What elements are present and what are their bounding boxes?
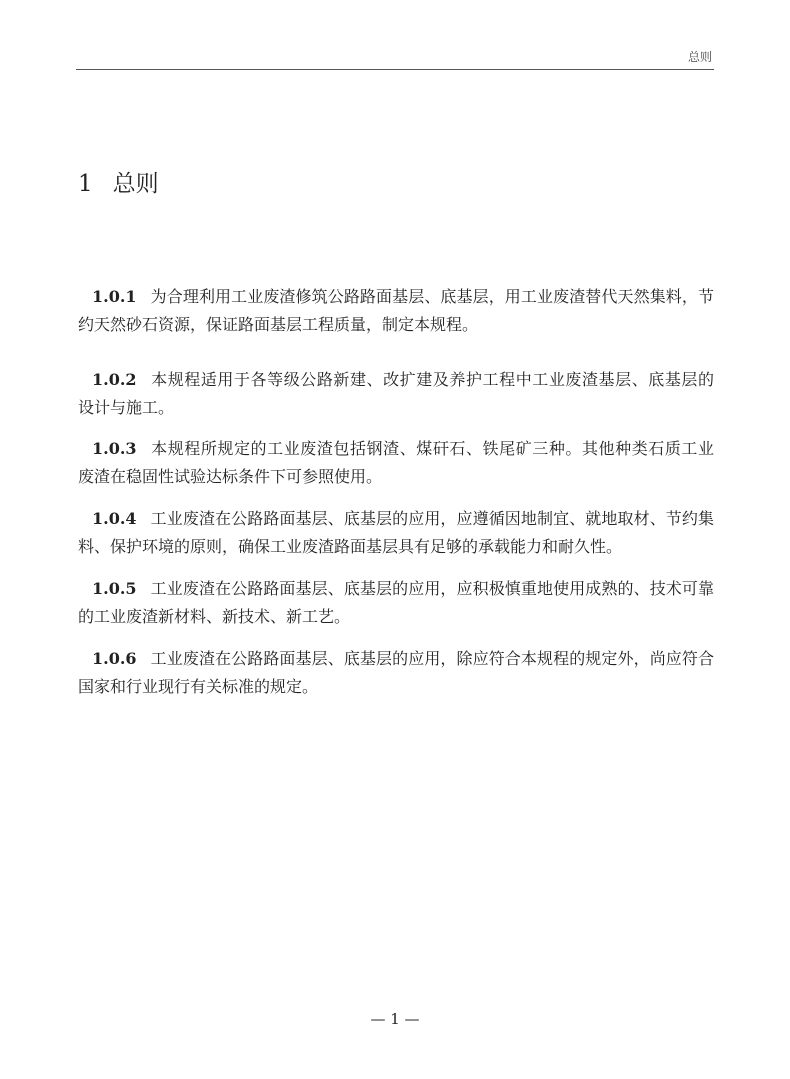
clause-number: 1.0.6 <box>92 649 137 668</box>
clause-text-cont: 国家和行业现行有关标准的规定。 <box>78 677 319 696</box>
clause-text: 本规程所规定的工业废渣包括钢渣、煤矸石、铁尾矿三种。其他种类石质工业 <box>150 439 714 458</box>
clause-text-cont: 料、保护环境的原则，确保工业废渣路面基层具有足够的承载能力和耐久性。 <box>78 537 623 556</box>
chapter-title <box>78 165 159 198</box>
clause-text-cont: 的工业废渣新材料、新技术、新工艺。 <box>78 607 351 626</box>
clause-1-0-3 <box>78 435 714 491</box>
clause-text-cont: 设计与施工。 <box>78 398 175 417</box>
clause-number: 1.0.5 <box>92 579 137 598</box>
chapter-number: 1 <box>78 171 93 197</box>
clause-text-cont: 废渣在稳固性试验达标条件下可参照使用。 <box>78 467 383 486</box>
clause-1-0-4 <box>78 505 714 561</box>
clause-text: 工业废渣在公路路面基层、底基层的应用，除应符合本规程的规定外，尚应符合 <box>150 649 714 668</box>
clause-number: 1.0.1 <box>92 287 137 306</box>
clause-text: 工业废渣在公路路面基层、底基层的应用，应积极慎重地使用成熟的、技术可靠 <box>150 579 714 598</box>
running-head: 总则 <box>687 50 712 64</box>
chapter-title-text: 总则 <box>112 171 159 197</box>
clause-text: 本规程适用于各等级公路新建、改扩建及养护工程中工业废渣基层、底基层的 <box>150 370 714 389</box>
clause-text-cont: 约天然砂石资源，保证路面基层工程质量，制定本规程。 <box>78 315 479 334</box>
clause-text: 工业废渣在公路路面基层、底基层的应用，应遵循因地制宜、就地取材、节约集 <box>150 509 714 528</box>
clause-1-0-2 <box>78 366 714 422</box>
clause-number: 1.0.3 <box>92 439 137 458</box>
header-rule <box>76 69 714 70</box>
page-number: — 1 — <box>370 1010 420 1028</box>
clause-1-0-6 <box>78 645 714 701</box>
clause-1-0-5 <box>78 575 714 631</box>
clause-number: 1.0.4 <box>92 509 137 528</box>
clause-text: 为合理利用工业废渣修筑公路路面基层、底基层，用工业废渣替代天然集料，节 <box>150 287 714 306</box>
clause-1-0-1 <box>78 283 714 339</box>
clause-number: 1.0.2 <box>92 370 137 389</box>
